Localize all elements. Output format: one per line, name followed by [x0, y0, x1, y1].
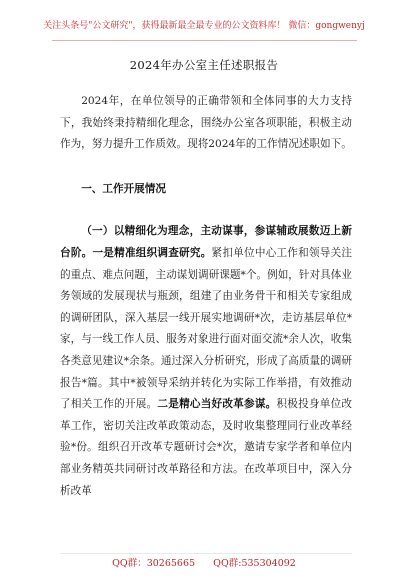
- paragraph-text: 紧扣单位中心工作和领导关注的重点、难点问题，主动谋划调研课题*个。例如，针对具体业务领域的发展现状与瓶颈，组建了由业务骨干和相关专家组成的调研团队，深入基层一线开展实地调研*次，走访基层单位*家，与一线工作人员、服务对象进行面对面交流*余人次，收集各类意见建议*余条。通过深入分析研究，形成了高质量的调研报告*篇。其中*被领导采纳并转化为实际工作举措，有效推动了相关工作的开展。: [60, 246, 353, 411]
- body-paragraph: [60, 221, 352, 502]
- header-divider: [52, 40, 357, 41]
- intro-paragraph: 2024年，在单位领导的正确带领和全体同事的大力支持下，我始终秉持精细化理念，围绕办公室各项职能，积极主动作为，努力提升工作质效。现将2024年的工作情况述职如下。: [60, 95, 352, 151]
- document-body: [60, 91, 352, 502]
- footer-divider: [60, 553, 352, 554]
- paragraph-lead-2: 二是精心当好改革参谋。: [157, 398, 277, 411]
- document-title: 2024年办公室主任述职报告: [129, 58, 279, 72]
- paragraph-lead: （一）以精细化为理念，主动谋事，参谋辅政展数迈上新台阶。一是精准组织调查研究。: [60, 225, 352, 259]
- header-notice: 关注头条号"公文研究"，获得最新最全最专业的公文资料库！ 微信：gongwenyj: [43, 21, 365, 31]
- footer-contact: QQ群：30265665 QQ群:535304092: [112, 558, 296, 569]
- spacer: [60, 200, 352, 221]
- paragraph-text-2: 积极投身单位改革工作，密切关注改革政策动态，及时收集整理同行业改革经验*份。组织召开改革专题研讨会*次，邀请专家学者和单位内部业务精英共同研讨改革路径和方法。在改革项目中，深入分析改革: [60, 398, 353, 497]
- spacer: [60, 156, 352, 179]
- section-heading: 一、工作开展情况: [81, 182, 166, 195]
